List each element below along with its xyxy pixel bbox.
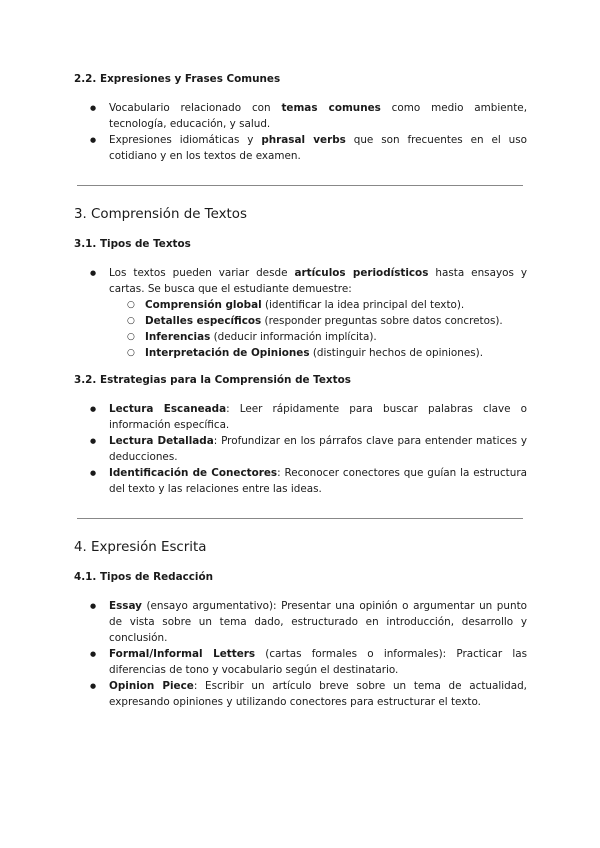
heading-2-2: 2.2. Expresiones y Frases Comunes: [74, 73, 281, 85]
list-item: ● Identificación de Conectores: Reconocer conectores que guían la estructura del texto y las relaciones entre las ideas.: [109, 465, 527, 497]
list-item: ● Essay (ensayo argumentativo): Presentar una opinión o argumentar un punto de vista sobre un tema dado, estructurado en introducción, desarrollo y conclusión.: [109, 598, 527, 646]
sub-list-item: ○ Interpretación de Opiniones (distinguir hechos de opiniones).: [145, 345, 483, 361]
heading-4-1: 4.1. Tipos de Redacción: [74, 571, 214, 583]
heading-3-1: 3.1. Tipos de Textos: [74, 238, 191, 250]
list-item: ● Formal/Informal Letters (cartas formales o informales): Practicar las diferencias de tono y vocabulario según el destinatario.: [109, 646, 527, 678]
list-item: ● Opinion Piece: Escribir un artículo breve sobre un tema de actualidad, expresando opiniones y utilizando conectores para estructurar el texto.: [109, 678, 527, 710]
sub-list-item: ○ Detalles específicos (responder preguntas sobre datos concretos).: [145, 313, 503, 329]
list-item: ● Expresiones idiomáticas y phrasal verbs que son frecuentes en el uso cotidiano y en los textos de examen.: [109, 132, 527, 164]
heading-3-2: 3.2. Estrategias para la Comprensión de Textos: [74, 374, 351, 386]
list-item: ● Vocabulario relacionado con temas comunes como medio ambiente, tecnología, educación, y salud.: [109, 100, 527, 132]
list-item: ● Lectura Escaneada: Leer rápidamente para buscar palabras clave o información específica.: [109, 401, 527, 433]
heading-4: 4. Expresión Escrita: [74, 540, 207, 555]
heading-3: 3. Comprensión de Textos: [74, 207, 247, 222]
list-item: ● Los textos pueden variar desde artículos periodísticos hasta ensayos y cartas. Se busca que el estudiante demuestre:: [109, 265, 527, 297]
list-item: ● Lectura Detallada: Profundizar en los párrafos clave para entender matices y deducciones.: [109, 433, 527, 465]
sub-list-item: ○ Comprensión global (identificar la idea principal del texto).: [145, 297, 464, 313]
sub-list-item: ○ Inferencias (deducir información implícita).: [145, 329, 377, 345]
divider: [77, 185, 523, 186]
divider: [77, 518, 523, 519]
